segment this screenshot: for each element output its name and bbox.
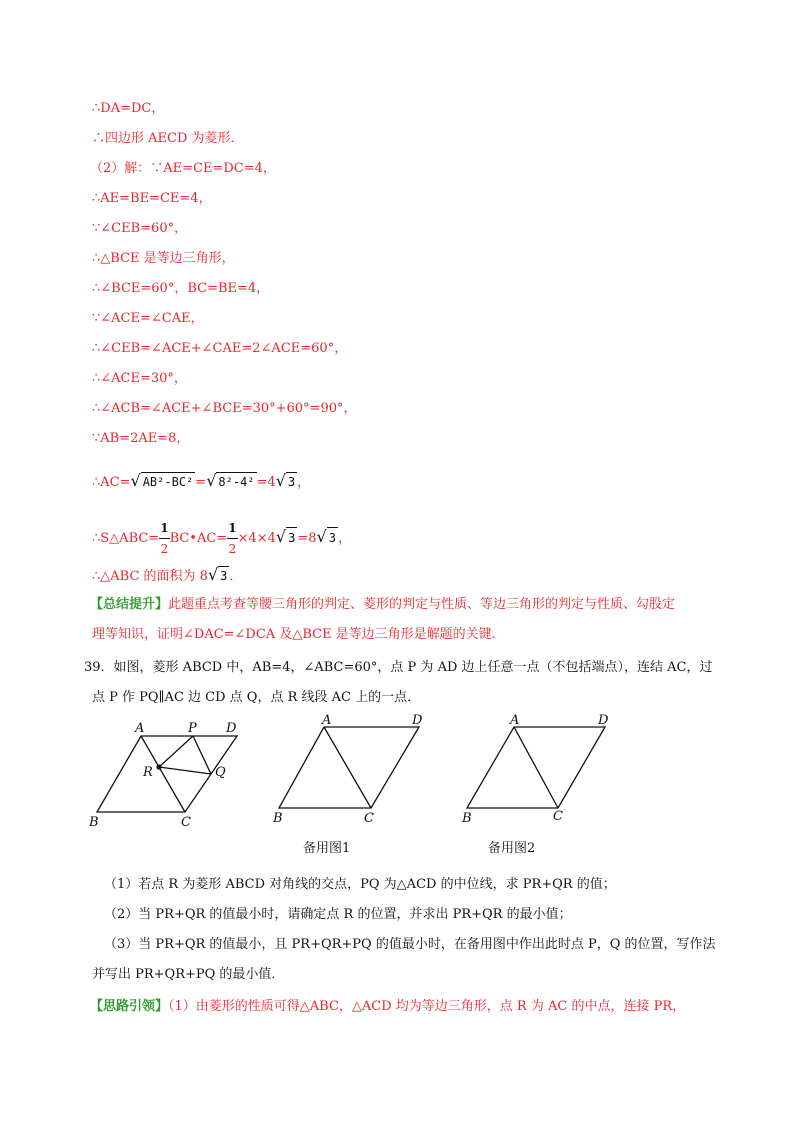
label-a: A (510, 713, 520, 728)
question-part-1: （1）若点 R 为菱形 ABCD 对角线的交点，PQ 为△ACD 的中位线，求 PR+QR 的值； (104, 877, 616, 892)
sqrt-expression: 8²-4² (216, 472, 256, 491)
solution-line-6: ∴△BCE 是等边三角形， (92, 251, 235, 266)
solution-line-2: ∴四边形 AECD 为菱形． (92, 131, 244, 146)
question-part-3-line-1: （3）当 PR+QR 的值最小，且 PR+QR+PQ 的值最小时，在备用图中作出此时点 P，Q 的位置，写作法 (104, 937, 716, 952)
label-a: A (135, 721, 145, 736)
solution-line-8: ∵∠ACE=∠CAE， (92, 311, 204, 326)
label-d: D (412, 713, 423, 728)
summary-line-2: 理等知识，证明∠DAC=∠DCA 及△BCE 是等边三角形是解题的关键． (92, 627, 505, 642)
hint-paragraph: 【思路引领】（1）由菱形的性质可得△ABC，△ACD 均为等边三角形，点 R 为 AC 的中点，连接 PR， (90, 999, 686, 1014)
fraction-half: $\frac{1}{2}$ (227, 518, 237, 559)
label-b: B (462, 811, 472, 826)
summary-paragraph: 【总结提升】此题重点考查等腰三角形的判定、菱形的判定与性质、等边三角形的判定与性质、勾股定 (90, 597, 676, 612)
question-39-line-2: 点 P 作 PQ∥AC 边 CD 点 Q，点 R 线段 AC 上的一点． (92, 690, 421, 705)
solution-line-14: ∴S△ABC= $\frac{1}{2}$ BC•AC= $\frac{1}{2}$ ×4×4√ 3 =8√ 3 ， (92, 518, 351, 559)
solution-line-12: ∵AB=2AE=8， (92, 431, 190, 446)
solution-line-4: ∴AE=BE=CE=4， (92, 191, 212, 206)
segment-rq (159, 767, 211, 774)
solution-line-13: ∴AC=√ AB²-BC² =√ 8²-4² =4√ 3 ， (92, 471, 311, 490)
rhombus-abcd (279, 727, 419, 808)
label-a: A (322, 713, 332, 728)
caption-spare-figure-1: 备用图1 (303, 841, 351, 856)
label-b: B (273, 811, 283, 826)
point-r-dot (156, 764, 161, 769)
diagonal-ac (324, 727, 371, 808)
label-r: R (143, 765, 153, 780)
label-b: B (89, 815, 99, 830)
label-d: D (226, 721, 237, 736)
question-part-3-line-2: 并写出 PR+QR+PQ 的最小值． (92, 967, 285, 982)
label-d: D (598, 713, 609, 728)
label-p: P (188, 721, 197, 736)
segment-pq (193, 736, 211, 774)
segment-rp (159, 736, 193, 767)
solution-line-5: ∵∠CEB=60°， (92, 221, 188, 236)
figure-spare-2 (467, 727, 605, 808)
label-q: Q (215, 765, 226, 780)
sqrt-expression: AB²-BC² (141, 472, 196, 491)
solution-line-15: ∴△ABC 的面积为 8√ 3 ． (92, 565, 243, 584)
solution-line-11: ∴∠ACB=∠ACE+∠BCE=30°+60°=90°， (92, 401, 357, 416)
solution-line-10: ∴∠ACE=30°， (92, 371, 187, 386)
hint-tag: 【思路引领】 (90, 999, 169, 1014)
solution-line-7: ∴∠BCE=60°，BC=BE=4， (92, 281, 270, 296)
solution-line-3: （2）解：∵AE=CE=DC=4， (90, 161, 276, 176)
solution-line-9: ∴∠CEB=∠ACE+∠CAE=2∠ACE=60°， (92, 341, 348, 356)
summary-tag: 【总结提升】 (90, 597, 169, 612)
question-39-line-1: 39．如图，菱形 ABCD 中，AB=4，∠ABC=60°，点 P 为 AD 边上任意一点（不包括端点），连结 AC，过 (84, 660, 713, 675)
caption-spare-figure-2: 备用图2 (488, 841, 536, 856)
label-c: C (553, 809, 563, 824)
question-part-2: （2）当 PR+QR 的值最小时，请确定点 R 的位置，并求出 PR+QR 的最小值； (104, 907, 572, 922)
fraction-half: $\frac{1}{2}$ (159, 518, 169, 559)
label-c: C (364, 811, 374, 826)
solution-line-1: ∴DA=DC， (92, 101, 165, 116)
figure-spare-1 (279, 727, 419, 808)
diagonal-ac (514, 727, 558, 808)
label-c: C (181, 815, 191, 830)
rhombus-figures (84, 712, 609, 832)
